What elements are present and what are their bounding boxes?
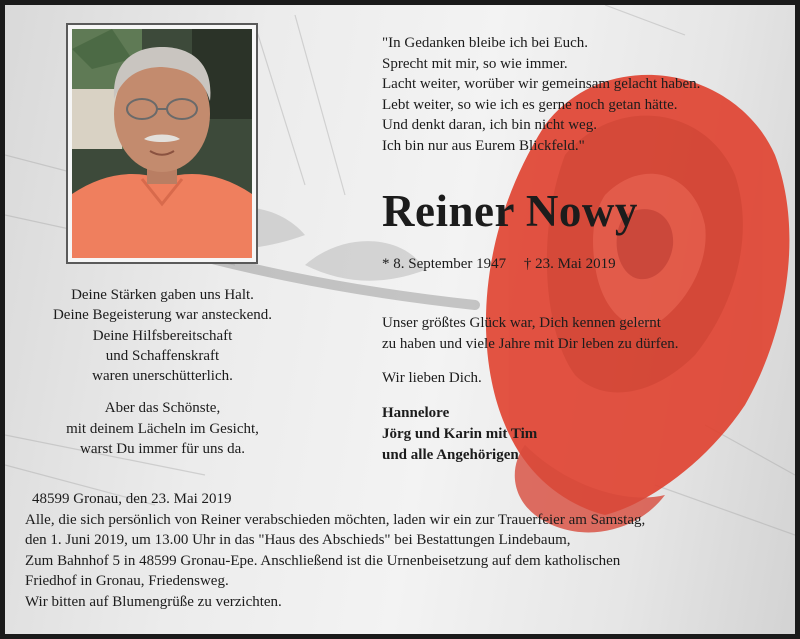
- notice-line: den 1. Juni 2019, um 13.00 Uhr in das "Haus des Abschieds" bei Bestattungen Lindebaum,: [25, 532, 571, 548]
- poem: [35, 285, 290, 471]
- poem-line: Deine Hilfsbereitschaft: [92, 327, 233, 344]
- quote-line: Ich bin nur aus Eurem Blickfeld.": [382, 137, 585, 154]
- birth-date: * 8. September 1947: [382, 256, 507, 272]
- poem-line: Deine Stärken gaben uns Halt.: [71, 287, 254, 303]
- quote-line: Lacht weiter, worüber wir gemeinsam gelacht haben.: [382, 76, 701, 92]
- notice-line: Alle, die sich persönlich von Reiner verabschieden möchten, laden wir ein zur Trauerfeier am Samstag,: [25, 511, 646, 528]
- love-line: Wir lieben Dich.: [382, 370, 482, 386]
- notice-line: Zum Bahnhof 5 in 48599 Gronau-Epe. Anschließend ist die Urnenbeisetzung auf dem katholischen: [25, 552, 621, 569]
- deceased-name: Reiner Nowy: [382, 186, 638, 236]
- poem-line: und Schaffenskraft: [105, 347, 220, 364]
- portrait-photo: [72, 29, 252, 258]
- funeral-notice: [25, 489, 785, 612]
- quote-line: "In Gedanken bleibe ich bei Euch.: [382, 35, 589, 51]
- memorial-quote: [382, 33, 782, 156]
- obituary-card: [5, 5, 795, 634]
- poem-stanza: [35, 285, 290, 386]
- death-date: † 23. Mai 2019: [523, 256, 616, 272]
- poem-line: mit deinem Lächeln im Gesicht,: [66, 420, 259, 437]
- poem-line: waren unerschütterlich.: [92, 368, 233, 385]
- notice-line: Friedhof in Gronau, Friedensweg.: [25, 573, 229, 589]
- place-and-date: 48599 Gronau, den 23. Mai 2019: [32, 491, 232, 507]
- quote-line: Sprecht mit mir, so wie immer.: [382, 55, 568, 72]
- mourner-name: und alle Angehörigen: [382, 446, 519, 463]
- message-line: Unser größtes Glück war, Dich kennen gelernt: [382, 315, 661, 331]
- life-dates: [382, 256, 616, 273]
- portrait-frame: [66, 23, 258, 264]
- poem-line: Aber das Schönste,: [104, 400, 221, 417]
- poem-line: warst Du immer für uns da.: [80, 441, 245, 458]
- notice-line: Wir bitten auf Blumengrüße zu verzichten.: [25, 593, 282, 610]
- mourner-name: Hannelore: [382, 404, 450, 421]
- poem-stanza: [35, 398, 290, 459]
- message-line: zu haben und viele Jahre mit Dir leben zu dürfen.: [382, 335, 679, 352]
- mourners: [382, 403, 782, 466]
- quote-line: Und denkt daran, ich bin nicht weg.: [382, 117, 597, 133]
- family-message: [382, 313, 782, 466]
- quote-line: Lebt weiter, so wie ich es gerne noch getan hätte.: [382, 96, 678, 113]
- mourner-name: Jörg und Karin mit Tim: [382, 425, 538, 442]
- poem-line: Deine Begeisterung war ansteckend.: [52, 307, 273, 324]
